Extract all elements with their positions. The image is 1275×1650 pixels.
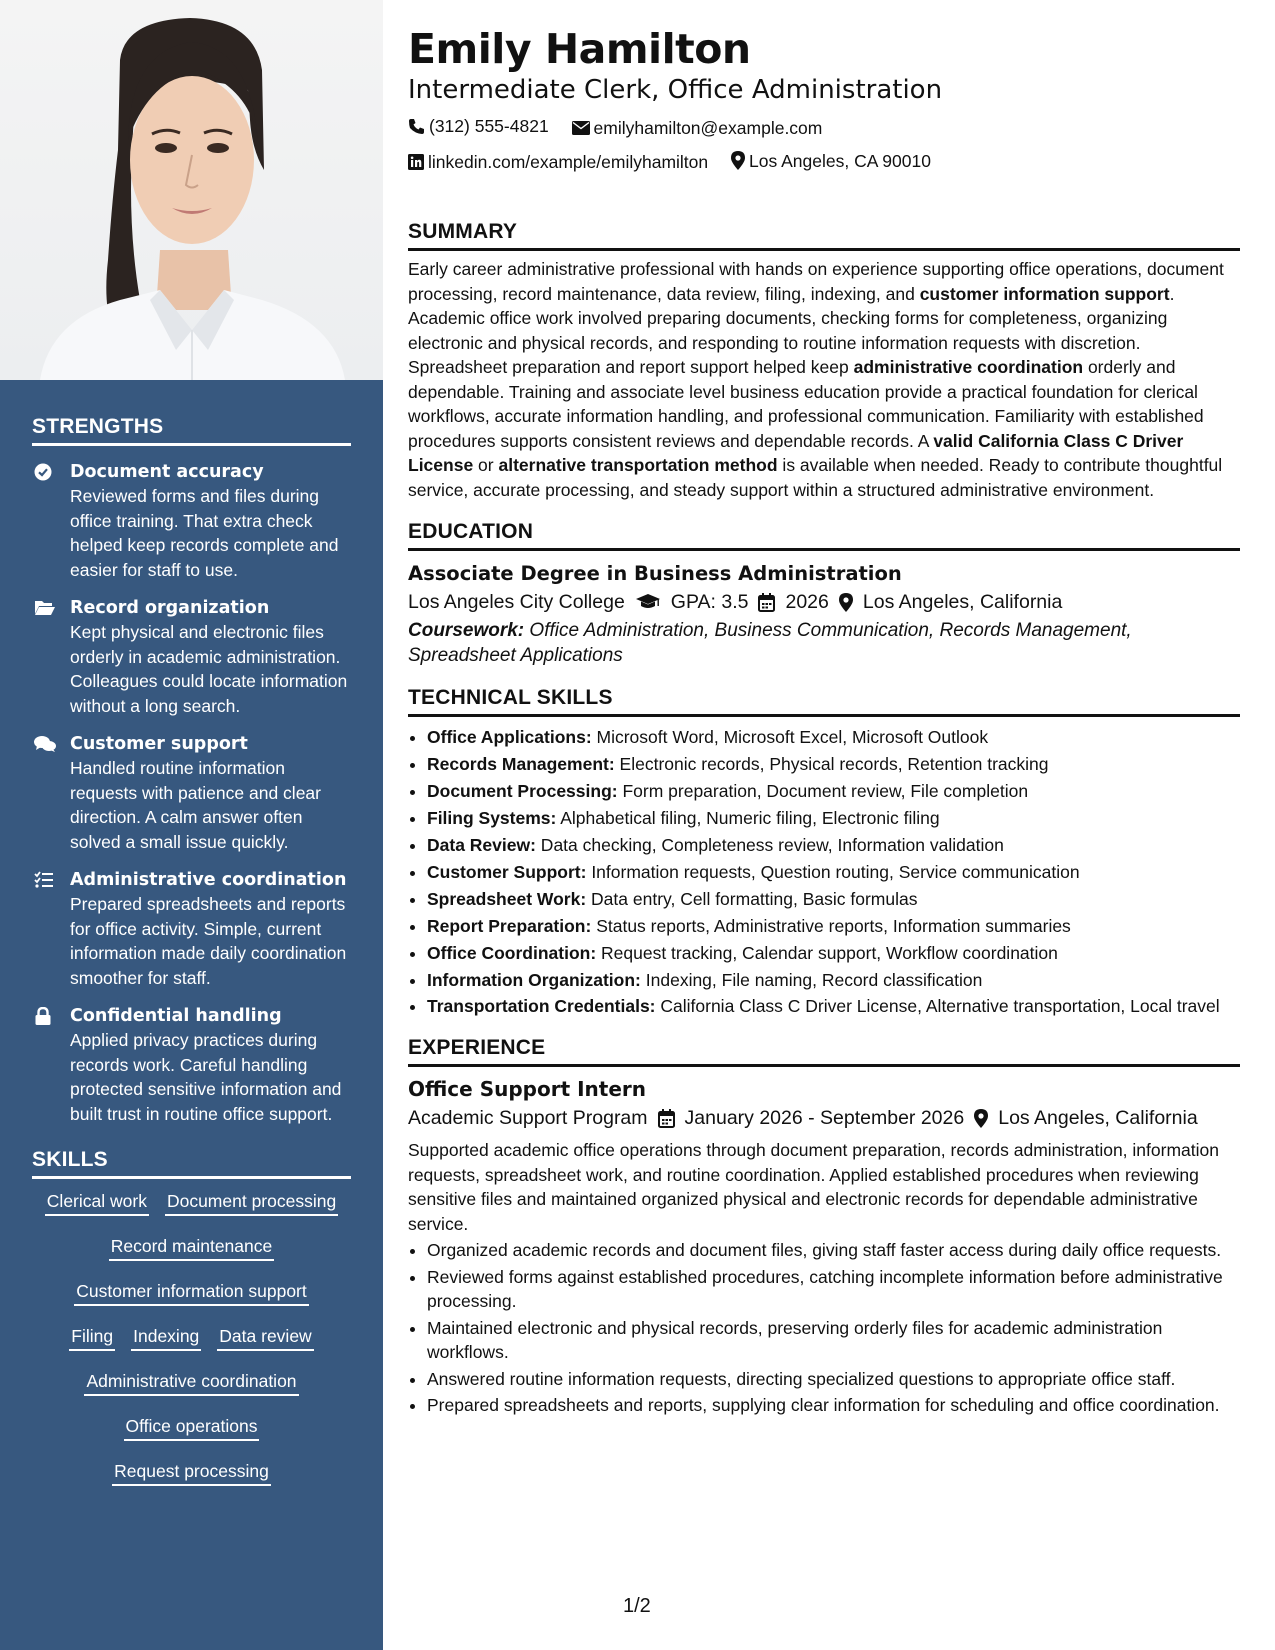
experience-heading: EXPERIENCE	[408, 1036, 1240, 1067]
sidebar	[0, 0, 383, 1650]
strength-title: Record organization	[70, 598, 270, 618]
check-circle-icon	[34, 463, 54, 481]
experience-meta	[408, 1103, 1240, 1133]
contact-info	[408, 110, 1240, 180]
education-heading: EDUCATION	[408, 520, 1240, 551]
main-content	[408, 0, 1240, 1420]
linkedin-icon	[408, 154, 424, 170]
strength-desc: Handled routine information requests with patience and clear direction. A calm answer often solved a small issue quickly.	[70, 758, 321, 852]
skill-tag: Office operations	[124, 1414, 260, 1441]
skill-tag: Record maintenance	[109, 1234, 274, 1261]
location-text: Los Angeles, CA 90010	[749, 150, 931, 171]
list-check-icon	[34, 871, 54, 889]
skill-tag: Data review	[217, 1324, 313, 1351]
list-item: • Filing Systems: Alphabetical filing, Numeric filing, Electronic filing	[427, 805, 1240, 832]
strengths-heading: STRENGTHS	[32, 415, 351, 446]
list-item: • Maintained electronic and physical records, preserving orderly files for academic administration workflows.	[427, 1316, 1240, 1365]
contact-linkedin[interactable]	[408, 146, 708, 178]
strength-item	[32, 732, 351, 854]
location-pin-icon	[839, 593, 853, 612]
skill-tag: Clerical work	[45, 1189, 149, 1216]
list-item: • Records Management: Electronic records, Physical records, Retention tracking	[427, 751, 1240, 778]
list-item: • Reviewed forms against established procedures, catching incomplete information before administrative processing.	[427, 1265, 1240, 1314]
page-number: 1/2	[623, 1595, 651, 1617]
candidate-title: Intermediate Clerk, Office Administration	[408, 75, 943, 105]
technical-skills-list	[408, 724, 1240, 1018]
list-item: • Answered routine information requests, directing specialized questions to appropriate office staff.	[427, 1367, 1240, 1392]
skill-tag: Document processing	[165, 1189, 338, 1216]
experience-org: Academic Support Program	[408, 1107, 648, 1129]
strength-item	[32, 868, 351, 990]
phone-text: (312) 555-4821	[429, 116, 549, 136]
strength-item	[32, 1004, 351, 1126]
list-item: • Information Organization: Indexing, File naming, Record classification	[427, 967, 1240, 994]
location-pin-icon	[974, 1109, 988, 1128]
strength-item	[32, 596, 351, 718]
strength-desc: Reviewed forms and files during office training. That extra check helped keep records complete and easier for staff to use.	[70, 486, 339, 580]
graduation-cap-icon	[635, 593, 661, 611]
candidate-name: Emily Hamilton	[408, 25, 751, 73]
strength-title: Confidential handling	[70, 1006, 282, 1026]
education-meta	[408, 587, 1240, 617]
list-item: • Transportation Credentials: California Class C Driver License, Alternative transportation, Local travel	[427, 994, 1240, 1018]
envelope-icon	[572, 121, 590, 135]
list-item: • Data Review: Data checking, Completeness review, Information validation	[427, 832, 1240, 859]
strength-title: Document accuracy	[70, 462, 264, 482]
strength-title: Customer support	[70, 734, 248, 754]
experience-title: Office Support Intern	[408, 1077, 646, 1101]
folder-open-icon	[34, 599, 54, 617]
education-gpa: GPA: 3.5	[670, 591, 749, 613]
education-location: Los Angeles, California	[862, 591, 1063, 613]
education-year: 2026	[785, 591, 829, 613]
education-school: Los Angeles City College	[408, 591, 625, 613]
experience-dates: January 2026 - September 2026	[684, 1107, 965, 1129]
experience-summary: Supported academic office operations through document preparation, records administration, information requests, spreadsheet work, and routine coordination. Applied established procedures when reviewing sensitive files and maintained organized physical and electronic records for dependable administrative service.	[408, 1140, 1219, 1234]
experience-bullets	[408, 1238, 1240, 1418]
skill-tag: Filing	[69, 1324, 115, 1351]
comments-icon	[34, 735, 54, 753]
list-item: • Report Preparation: Status reports, Administrative reports, Information summaries	[427, 913, 1240, 940]
location-pin-icon	[731, 151, 745, 170]
skills-heading: SKILLS	[32, 1148, 351, 1179]
list-item: • Document Processing: Form preparation, Document review, File completion	[427, 778, 1240, 805]
list-item: • Spreadsheet Work: Data entry, Cell formatting, Basic formulas	[427, 886, 1240, 913]
skill-tag: Administrative coordination	[84, 1369, 298, 1396]
summary-heading: SUMMARY	[408, 220, 1240, 251]
sidebar-content	[32, 380, 351, 1504]
skills-list	[32, 1189, 351, 1504]
list-item: • Office Applications: Microsoft Word, Microsoft Excel, Microsoft Outlook	[427, 724, 1240, 751]
list-item: • Office Coordination: Request tracking, Calendar support, Workflow coordination	[427, 940, 1240, 967]
strength-desc: Applied privacy practices during records work. Careful handling protected sensitive information and built trust in routine office support.	[70, 1030, 342, 1124]
profile-photo	[0, 0, 383, 380]
list-item: • Prepared spreadsheets and reports, supplying clear information for scheduling and office coordination.	[427, 1393, 1240, 1418]
skill-tag: Indexing	[131, 1324, 201, 1351]
calendar-icon	[758, 593, 775, 612]
list-item: • Organized academic records and document files, giving staff faster access during daily office requests.	[427, 1238, 1240, 1263]
experience-location: Los Angeles, California	[998, 1107, 1198, 1129]
skill-tag: Customer information support	[74, 1279, 309, 1306]
contact-phone[interactable]	[408, 110, 549, 142]
strength-item	[32, 460, 351, 582]
strength-desc: Kept physical and electronic files orderly in academic administration. Colleagues could locate information without a long search.	[70, 622, 348, 716]
contact-location	[731, 145, 931, 177]
education-degree: Associate Degree in Business Administration	[408, 562, 902, 585]
education-coursework: Coursework: Office Administration, Business Communication, Records Management, Spreadsheet Applications	[408, 620, 1132, 666]
list-item: • Customer Support: Information requests, Question routing, Service communication	[427, 859, 1240, 886]
email-text: emilyhamilton@example.com	[593, 117, 823, 138]
skill-tag: Request processing	[112, 1459, 271, 1486]
strength-title: Administrative coordination	[70, 870, 347, 890]
lock-icon	[34, 1007, 54, 1025]
calendar-icon	[658, 1109, 675, 1128]
phone-icon	[408, 118, 425, 135]
contact-email[interactable]	[572, 112, 823, 144]
summary-text: Early career administrative professional with hands on experience supporting office operations, document processing, record maintenance, data review, filing, indexing, and customer information support. Academic office work involved preparing documents, checking forms for completeness, organizing electronic and physical records, and responding to routine information requests with discretion. Spreadsheet preparation and report support helped keep administrative coordination orderly and dependable. Training and associate level business education provide a practical foundation for clerical workflows, accurate information handling, and professional communication. Familiarity with established procedures supports consistent reviews and dependable records. A valid California Class C Driver License or alternative transportation method is available when needed. Ready to contribute thoughtful service, accurate processing, and steady support within a structured administrative environment.	[408, 259, 1224, 500]
linkedin-text: linkedin.com/example/emilyhamilton	[428, 152, 709, 172]
technical-skills-heading: TECHNICAL SKILLS	[408, 686, 1240, 717]
strength-desc: Prepared spreadsheets and reports for office activity. Simple, current information made daily coordination smoother for staff.	[70, 894, 347, 988]
